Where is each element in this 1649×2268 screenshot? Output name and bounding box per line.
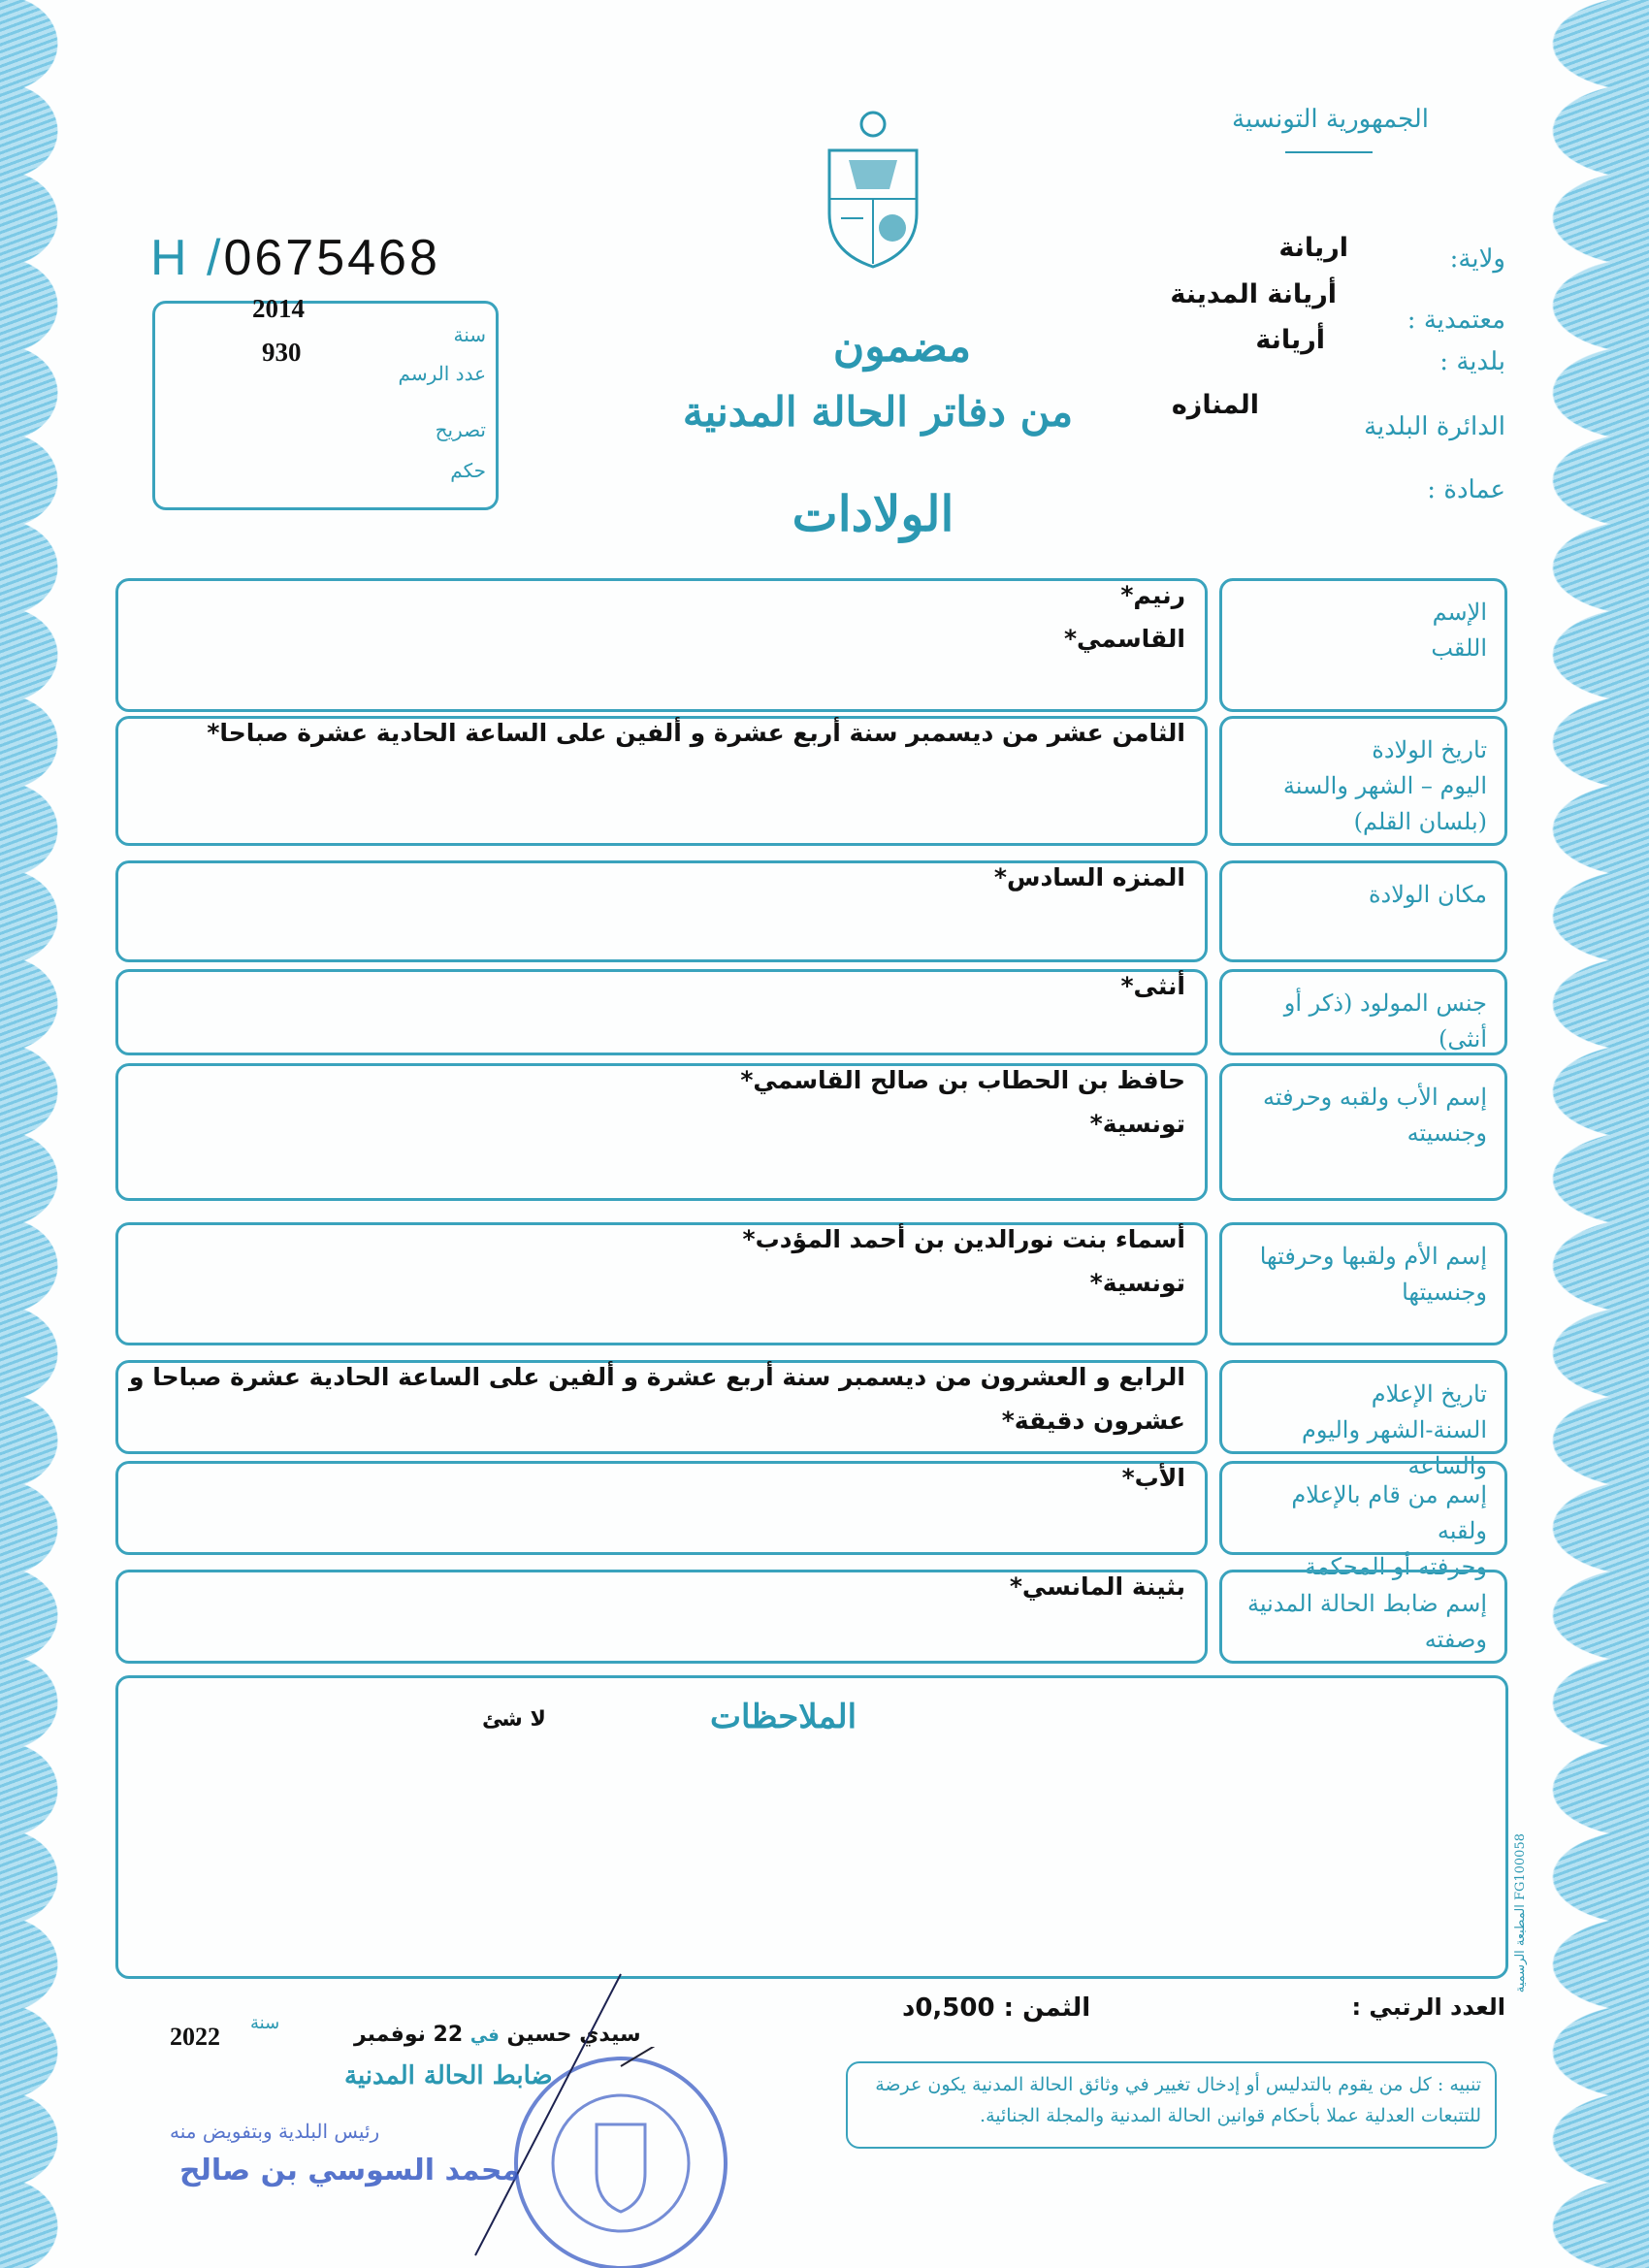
delegation-label: معتمدية : — [1406, 306, 1505, 335]
remarks-value: لا شئ — [482, 1707, 546, 1732]
name-surname-value-box — [115, 578, 1208, 712]
birth-date-label: تاريخ الولادة اليوم – الشهر والسنة (بلسان القلم) — [1282, 736, 1487, 836]
declaration-date-label: تاريخ الإعلام السنة-الشهر واليوم والساعة — [1301, 1380, 1487, 1480]
father-label: إسم الأب ولقبه وحرفته وجنسيته — [1263, 1084, 1487, 1148]
omada-label: عمادة : — [1427, 475, 1505, 504]
serial-number: H /0675468 — [150, 230, 440, 286]
signature-stroke-icon — [456, 1969, 630, 2260]
mother-value-box — [115, 1222, 1208, 1345]
sex-label-box — [1219, 969, 1507, 1055]
act-number-label: عدد الرسم — [398, 362, 486, 385]
municipality-label: بلدية : — [1439, 347, 1505, 376]
year-label: سنة — [250, 2013, 280, 2033]
divider — [1285, 151, 1373, 153]
price: الثمن : 0,500د — [902, 1993, 1091, 2023]
printer-mark: المطبعة الرسمية FG100058 — [1513, 1833, 1528, 1993]
name-surname-label-box — [1219, 578, 1507, 712]
judgment-label: حكم — [450, 459, 486, 482]
sex-value-box — [115, 969, 1208, 1055]
officer-title: ضابط الحالة المدنية — [344, 2061, 553, 2090]
officer-label: إسم ضابط الحالة المدنية وصفته — [1247, 1590, 1487, 1654]
father-value: حافظ بن الحطاب بن صالح القاسمي* تونسية* — [740, 1066, 1185, 1138]
year-value: 2014 — [252, 294, 305, 323]
district-label: الدائرة البلدية — [1364, 412, 1505, 441]
governorate-value: اريانة — [1278, 233, 1348, 263]
declarant-value-box — [115, 1461, 1208, 1555]
title-births: الولادات — [792, 485, 954, 542]
year-label: سنة — [453, 323, 486, 346]
republic-heading: الجمهورية التونسية — [1232, 105, 1430, 134]
delegation-value: أريانة المدينة — [1170, 279, 1337, 309]
birth-date-value: الثامن عشر من ديسمبر سنة أربع عشرة و ألفين على الساعة الحادية عشرة صباحا* — [207, 719, 1185, 747]
mother-label: إسم الأم ولقبها وحرفتها وجنسيتها — [1259, 1243, 1487, 1307]
name-surname-label: الإسم اللقب — [1431, 599, 1487, 663]
declaration-date-label-box — [1219, 1360, 1507, 1480]
birth-place-value: المنزه السادس* — [993, 863, 1185, 891]
place-date: سيدي حسين في 22 نوفمبر — [354, 2023, 641, 2047]
officer-value: بثينة المانسي* — [1009, 1572, 1185, 1601]
legal-notice-text: تنبيه : كل من يقوم بالتدليس أو إدخال تغيير في وثائق الحالة المدنية يكون عرضة للتتبعات العدلية عملا بأحكام قوانين الحالة المدنية والمجلة الجنائية. — [875, 2074, 1481, 2127]
officer-value-box — [115, 1570, 1208, 1664]
security-border-left — [0, 0, 68, 2268]
registration-box — [152, 294, 499, 510]
declarant-label: إسم من قام بالإعلام ولقبه وحرفته أو المحكمة — [1291, 1481, 1487, 1581]
father-label-box — [1219, 1063, 1507, 1201]
governorate-label: ولاية: — [1449, 244, 1505, 274]
delegation-stamp: رئيس البلدية وبتفويض منه — [170, 2120, 380, 2143]
title-registers: من دفاتر الحالة المدنية — [682, 388, 1074, 436]
municipality-value: أريانة — [1255, 325, 1325, 355]
officer-label-box — [1219, 1570, 1507, 1664]
birth-place-label-box — [1219, 860, 1507, 962]
declarant-label-box — [1219, 1461, 1507, 1581]
mother-value: أسماء بنت نورالدين بن أحمد المؤدب* تونسية* — [742, 1225, 1185, 1297]
remarks-box — [115, 1675, 1508, 1979]
district-value: المنازه — [1171, 390, 1259, 420]
declaration-date-value-box — [115, 1360, 1208, 1454]
signatory-stamp: محمد السوسي بن صالح — [179, 2154, 521, 2187]
declarant-value: الأب* — [1121, 1464, 1185, 1492]
sex-value: أنثى* — [1120, 972, 1185, 1000]
name-surname-value: رنيم* القاسمي* — [1063, 581, 1185, 653]
signature-year: 2022 — [170, 2023, 220, 2051]
tunisia-coat-of-arms-icon — [820, 107, 926, 272]
declaration-date-value: الرابع و العشرون من ديسمبر سنة أربع عشرة و ألفين على الساعة الحادية عشرة صباحا و عشرون دقيقة* — [129, 1363, 1185, 1435]
security-border-right — [1542, 0, 1649, 2268]
legal-notice-box — [846, 2061, 1497, 2149]
mother-label-box — [1219, 1222, 1507, 1345]
remarks-label: الملاحظات — [710, 1698, 857, 1736]
serial-label: العدد الرتبي : — [1351, 1993, 1505, 2021]
father-value-box — [115, 1063, 1208, 1201]
birth-date-label-box — [1219, 716, 1507, 846]
birth-place-value-box — [115, 860, 1208, 962]
act-number-value: 930 — [262, 338, 302, 367]
birth-place-label: مكان الولادة — [1368, 881, 1487, 908]
sex-label: جنس المولود (ذكر أو أنثى) — [1283, 989, 1487, 1053]
title-extract: مضمون — [832, 322, 972, 372]
declaration-label: تصريح — [435, 418, 486, 441]
birth-date-value-box — [115, 716, 1208, 846]
